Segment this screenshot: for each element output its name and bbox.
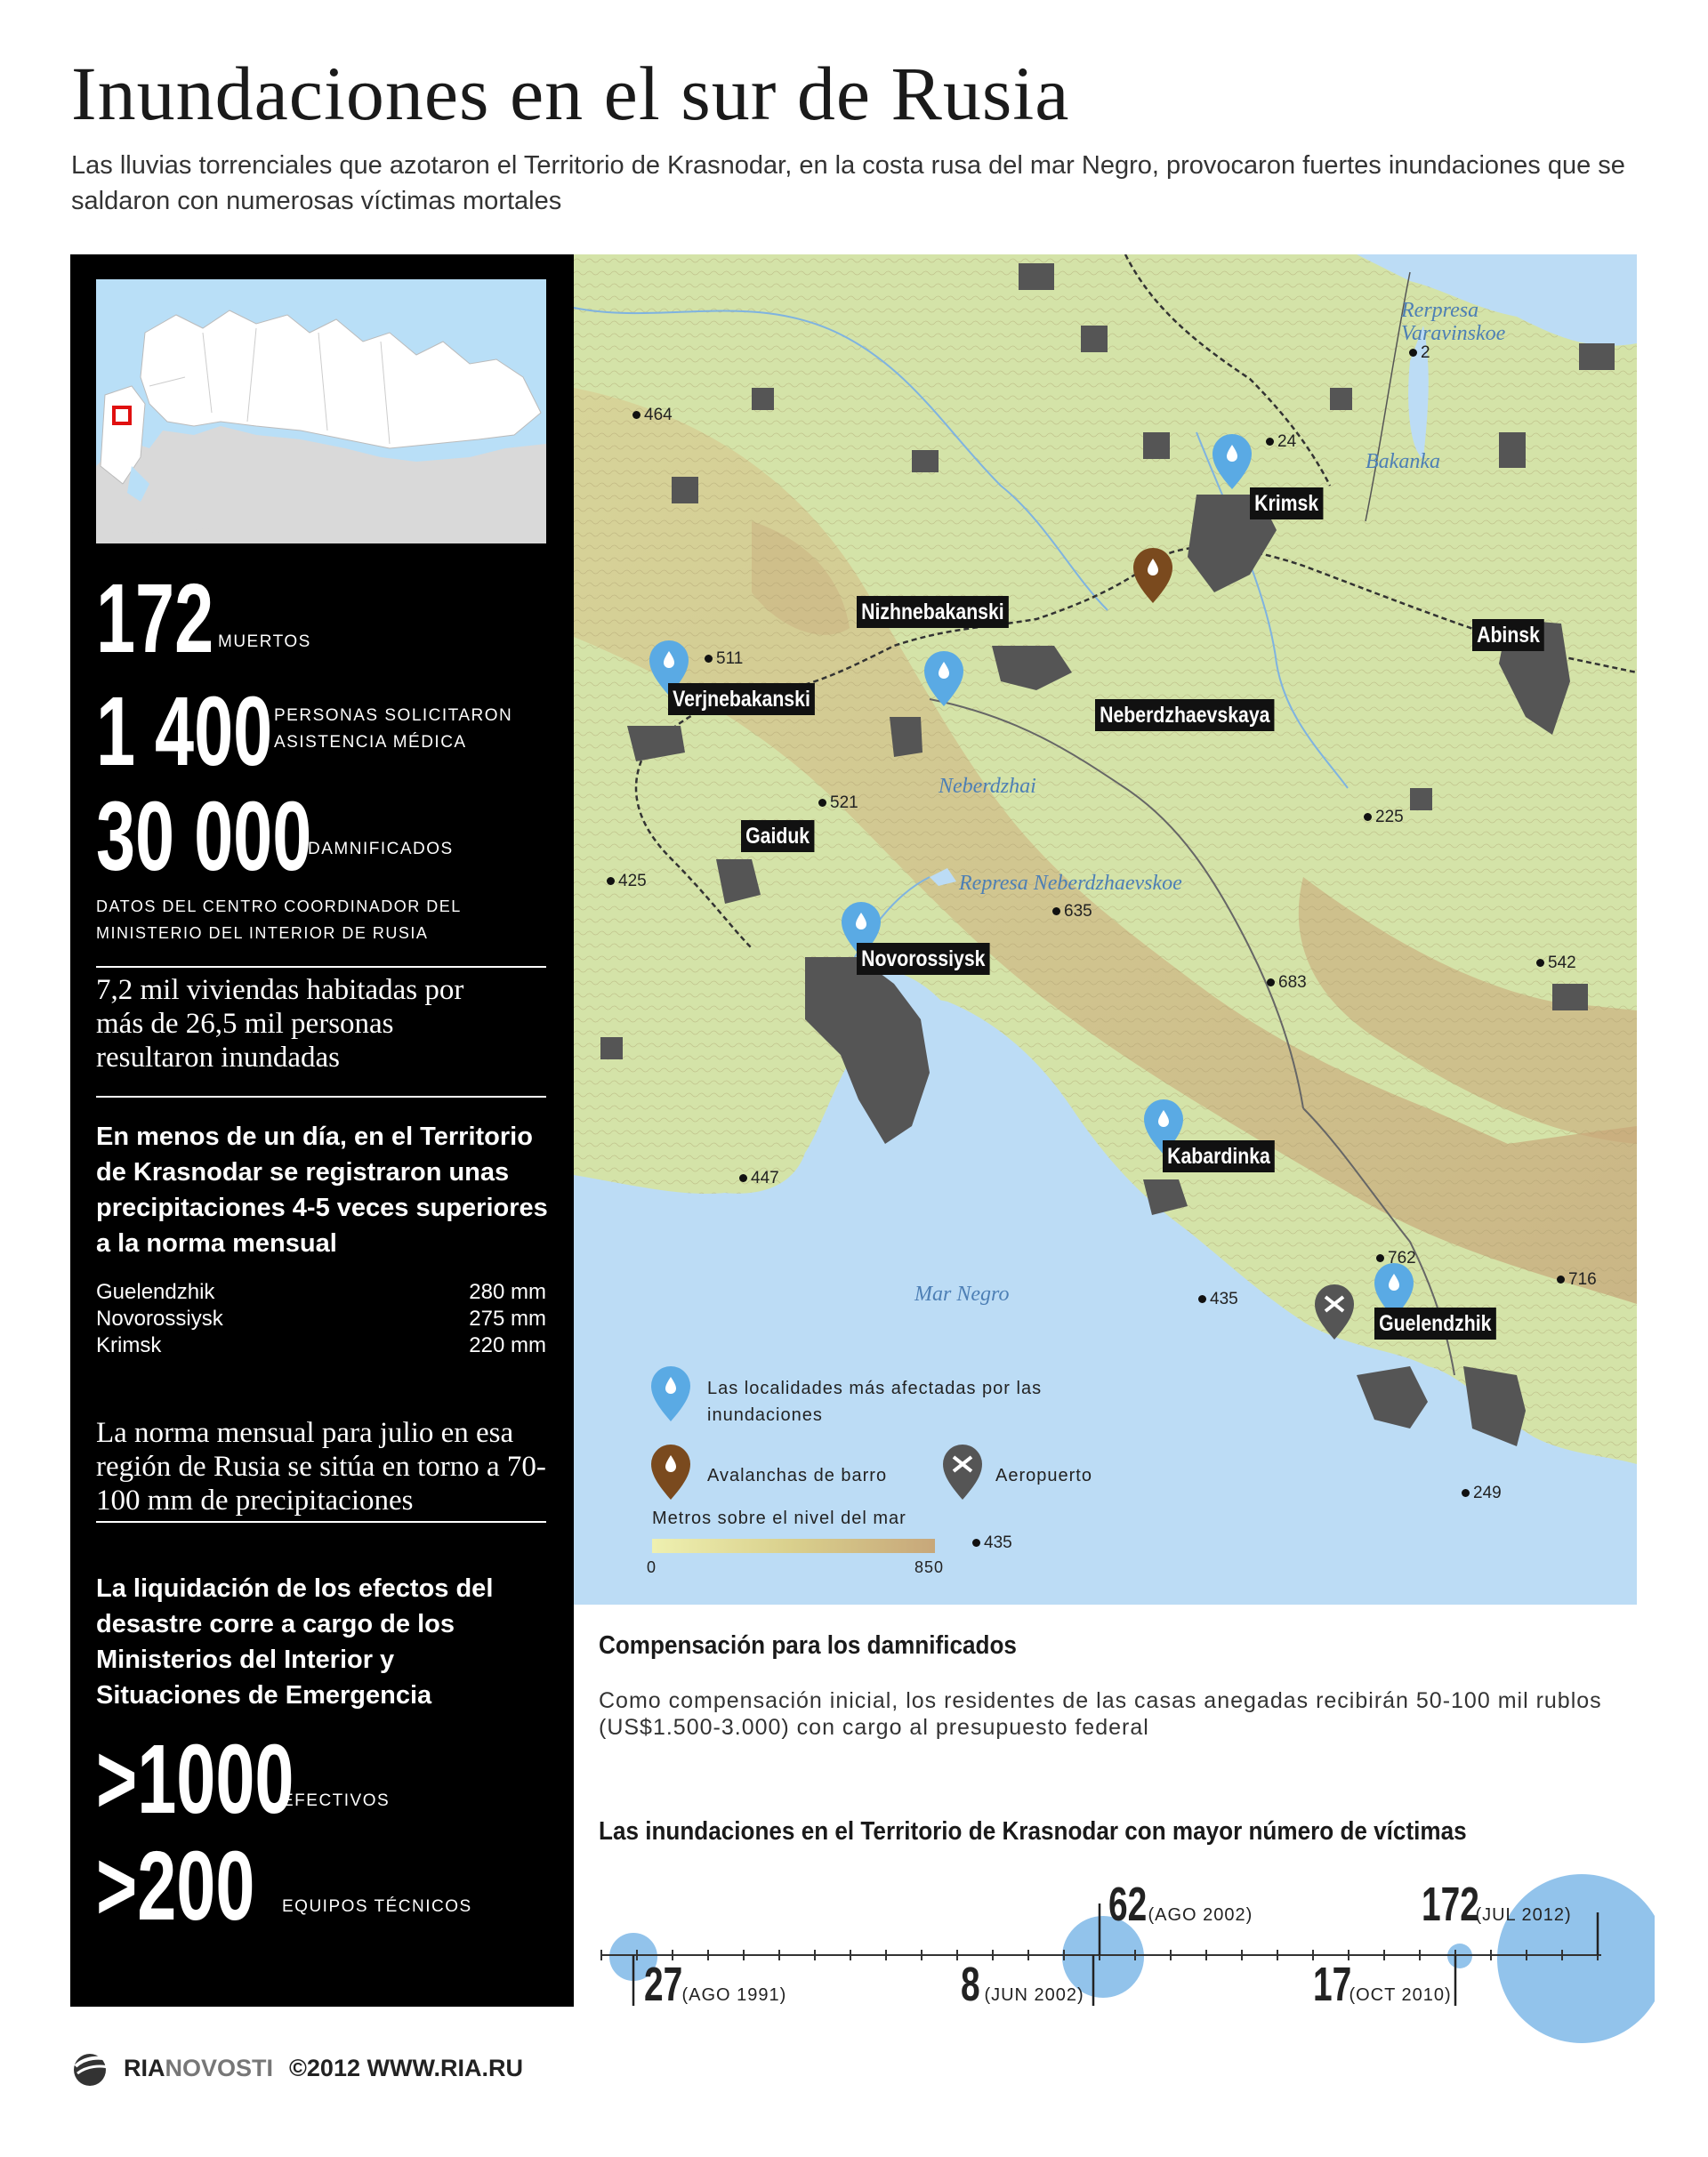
elevation-point: 542: [1536, 954, 1576, 973]
elevation-point: 447: [739, 1169, 779, 1188]
page-subtitle: Las lluvias torrenciales que azotaron el Territorio de Krasnodar, en la costa rusa del mar Negro, provocaron fuertes inundaciones que se saldaron con numerosas víctimas mortales: [71, 151, 1625, 215]
town-label-abinsk: Abinsk: [1472, 619, 1544, 651]
legend-elevation-min: 0: [647, 1558, 657, 1576]
footer-copyright[interactable]: ©2012 WWW.RIA.RU: [289, 2054, 523, 2081]
water-label-neberdzhai: Neberdzhai: [939, 775, 1036, 798]
town-label-verjnebakanski: Verjnebakanski: [668, 683, 815, 715]
town-label-gaiduk: Gaiduk: [741, 820, 814, 852]
divider: [96, 1096, 546, 1098]
event-date: (AGO 2002): [1148, 1905, 1253, 1925]
event-label-2002-ago: [1108, 1877, 1253, 1932]
stat-medical-value: 1 400: [96, 677, 273, 786]
elevation-point: 511: [705, 649, 743, 669]
legend-affected-label: Las localidades más afectadas por las inundaciones: [707, 1379, 1043, 1425]
event-label-2010: [1313, 1957, 1452, 2012]
precip-city: Guelendzhik: [96, 1280, 215, 1304]
event-label-2012: [1422, 1877, 1572, 1932]
stat-deaths-label: MUERTOS: [218, 632, 311, 651]
water-label-varavinskoe: Rerpresa Varavinskoe: [1401, 299, 1506, 345]
water-label-mar-negro: Mar Negro: [914, 1283, 1010, 1306]
elevation-point: 683: [1267, 973, 1307, 993]
compensation-text: Como compensación inicial, los residentes de las casas anegadas recibirán 50-100 mil rublos (US$1.500-3.000) con cargo al presupuesto federal: [599, 1688, 1602, 1740]
water-label-bakanka: Bakanka: [1366, 450, 1440, 473]
elevation-point: 2: [1409, 343, 1430, 363]
precip-city: Novorossiysk: [96, 1307, 223, 1331]
stats-source-note: DATOS DEL CENTRO COORDINADOR DEL MINISTERIO DEL INTERIOR DE RUSIA: [96, 897, 462, 942]
stats-panel: [70, 254, 574, 2007]
compensation-title: Compensación para los damnificados: [599, 1631, 1017, 1660]
event-date: (JUN 2002): [984, 1985, 1084, 2005]
event-value: 172: [1422, 1878, 1479, 1931]
resource-equipment-value: >200: [96, 1831, 255, 1941]
elevation-point: 435: [1198, 1290, 1238, 1309]
legend-sample-point: 435: [972, 1533, 1012, 1553]
event-label-2002-jun: [961, 1957, 1084, 2012]
norm-text: La norma mensual para julio en esa región de Rusia se sitúa en torno a 70-100 mm de precipitaciones: [96, 1417, 546, 1517]
town-label-krimsk: Krimsk: [1250, 487, 1323, 519]
footer-brand-ria: RIA: [124, 2054, 165, 2081]
resource-equipment-label: EQUIPOS TÉCNICOS: [282, 1897, 472, 1916]
event-value: 62: [1108, 1878, 1148, 1931]
event-label-1991: [644, 1957, 786, 2012]
stat-deaths-value: 172: [96, 564, 214, 673]
elevation-scale-bar: [652, 1539, 935, 1553]
elevation-point: 521: [818, 793, 858, 813]
legend-elevation-title: Metros sobre el nivel del mar: [652, 1509, 906, 1528]
precip-value: 275 mm: [469, 1307, 546, 1331]
housing-text: 7,2 mil viviendas habitadas por más de 26,5 mil personas resultaron inundadas: [96, 974, 464, 1074]
elevation-point: 225: [1364, 808, 1404, 827]
elevation-point: 716: [1557, 1270, 1597, 1290]
town-label-kabardinka: Kabardinka: [1163, 1140, 1275, 1172]
town-label-guelendzhik: Guelendzhik: [1374, 1308, 1496, 1340]
elevation-point: 762: [1376, 1249, 1416, 1268]
precip-value: 220 mm: [469, 1333, 546, 1357]
elevation-point: 635: [1052, 902, 1092, 922]
elevation-point: 24: [1266, 432, 1296, 452]
event-date: (JUL 2012): [1475, 1905, 1572, 1925]
event-date: (AGO 1991): [681, 1985, 787, 2005]
divider: [96, 1521, 546, 1523]
timeline-chart: [587, 1859, 1655, 2046]
precip-value: 280 mm: [469, 1280, 546, 1304]
precip-row-novorossiysk: [96, 1306, 546, 1332]
legend-airport-label: Aeropuerto: [995, 1466, 1092, 1485]
event-value: 27: [644, 1958, 683, 2011]
resource-personnel-label: EFECTIVOS: [282, 1791, 391, 1810]
elevation-point: 464: [632, 406, 673, 425]
precip-row-krimsk: [96, 1332, 546, 1359]
stat-affected-label: DAMNIFICADOS: [308, 840, 454, 858]
precip-text: En menos de un día, en el Territorio de Krasnodar se registraron unas precipitaciones 4-5 veces superiores a la norma mensual: [96, 1123, 548, 1258]
legend-mudslide-label: Avalanchas de barro: [707, 1466, 888, 1485]
elevation-point: 249: [1462, 1484, 1502, 1503]
precip-row-guelendzhik: [96, 1279, 546, 1306]
rianovosti-logo-icon: [70, 2050, 115, 2086]
town-label-neberdzhaevskaya: Neberdzhaevskaya: [1095, 699, 1275, 731]
precip-city: Krimsk: [96, 1333, 162, 1357]
footer: [70, 2050, 523, 2086]
liquidation-text: La liquidación de los efectos del desastre corre a cargo de los Ministerios del Interior y Situaciones de Emergencia: [96, 1574, 494, 1710]
legend-elevation-max: 850: [914, 1558, 945, 1576]
event-value: 17: [1313, 1958, 1352, 2011]
town-label-novorossiysk: Novorossiysk: [857, 943, 990, 975]
footer-brand-novosti: NOVOSTI: [165, 2054, 274, 2081]
town-label-nizhnebakanski: Nizhnebakanski: [857, 596, 1009, 628]
stat-affected-value: 30 000: [96, 782, 312, 891]
timeline-title: Las inundaciones en el Territorio de Krasnodar con mayor número de víctimas: [599, 1817, 1467, 1846]
water-label-represa-neberdzhaevskoe: Represa Neberdzhaevskoe: [959, 872, 1182, 895]
locator-map: [96, 279, 546, 543]
event-value: 8: [961, 1958, 980, 2011]
elevation-point: 425: [607, 872, 647, 891]
divider: [96, 966, 546, 968]
resource-personnel-value: >1000: [96, 1725, 294, 1834]
stat-medical-label: PERSONAS SOLICITARON ASISTENCIA MÉDICA: [274, 706, 513, 752]
region-map: [574, 254, 1637, 1605]
page-title: Inundaciones en el sur de Rusia: [71, 51, 1070, 136]
footer-brand[interactable]: [124, 2055, 273, 2082]
event-date: (OCT 2010): [1349, 1985, 1452, 2005]
